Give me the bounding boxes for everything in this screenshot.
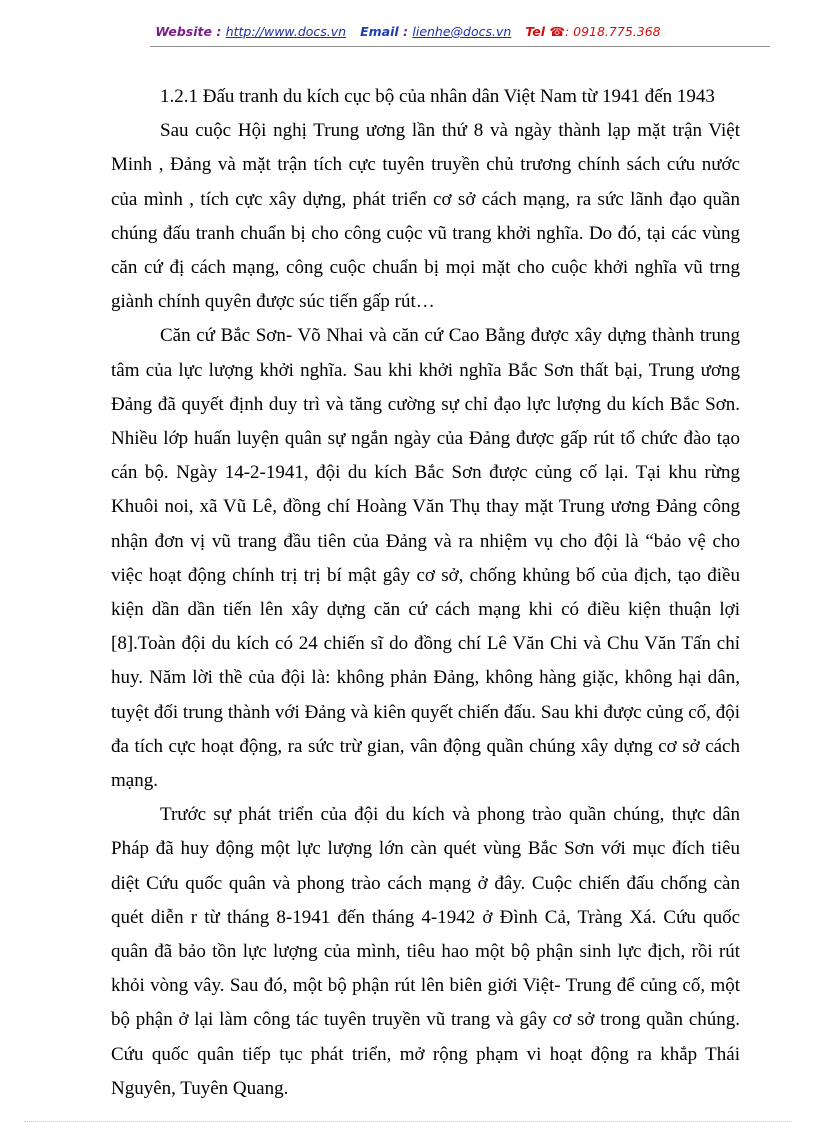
website-label: Website bbox=[155, 24, 212, 39]
phone-icon: ☎ bbox=[549, 24, 565, 39]
footer-divider bbox=[24, 1121, 792, 1122]
document-body bbox=[111, 80, 740, 1106]
section-heading: 1.2.1 Đấu tranh du kích cục bộ của nhân dân Việt Nam từ 1941 đến 1943 bbox=[160, 86, 715, 107]
header-divider bbox=[150, 46, 770, 47]
paragraph: Trước sự phát triển của đội du kích và phong trào quần chúng, thực dân Pháp đã huy động một lực lượng lớn càn quét vùng Bắc Sơn với mục đích tiêu diệt Cứu quốc quân và phong trào cách mạng ở đây. Cuộc chiến đấu chống càn quét diễn r từ tháng 8-1941 đến tháng 4-1942 ở Đình Cả, Tràng Xá. Cứu quốc quân đã bảo tồn lực lượng của mình, tiêu hao một bộ phận sinh lực địch, rồi rút khỏi vòng vây. Sau đó, một bộ phận rút lên biên giới Việt- Trung để củng cố, một bộ phận ở lại làm công tác tuyên truyền vũ trang và gây cơ sở trong quần chúng. Cứu quốc quân tiếp tục phát triển, mở rộng phạm vi hoạt động ra khắp Thái Nguyên, Tuyên Quang. bbox=[111, 804, 740, 1099]
email-colon: : bbox=[398, 24, 413, 39]
paragraph: Căn cứ Bắc Sơn- Võ Nhai và căn cứ Cao Bằng được xây dựng thành trung tâm của lực lượng khởi nghĩa. Sau khi khởi nghĩa Bắc Sơn thất bại, Trung ương Đảng đã quyết định duy trì và tăng cường sự chỉ đạo lực lượng du kích Bắc Sơn. Nhiều lớp huấn luyện quân sự ngắn ngày của Đảng được gấp rút tổ chức đào tạo cán bộ. Ngày 14-2-1941, đội du kích Bắc Sơn được củng cố lại. Tại khu rừng Khuôi noi, xã Vũ Lê, đồng chí Hoàng Văn Thụ thay mặt Trung ương Đảng công nhận đơn vị vũ trang đầu tiên của Đảng và ra nhiệm vụ cho đội là “bảo vệ cho việc hoạt động chính trị trị bí mật gây cơ sở, chống khủng bố của địch, tạo điều kiện dần dần tiến lên xây dựng căn cứ cách mạng khi có điều kiện thuận lợi [8].Toàn đội du kích có 24 chiến sĩ do đồng chí Lê Văn Chi và Chu Văn Tấn chỉ huy. Năm lời thề của đội là: không phản Đảng, không hàng giặc, không hại dân, tuyệt đối trung thành với Đảng và kiên quyết chiến đấu. Sau khi được củng cố, đội đa tích cực hoạt động, ra sức trừ gian, vân động quần chúng xây dựng cơ sở cách mạng. bbox=[111, 325, 740, 792]
paragraph: Sau cuộc Hội nghị Trung ương lần thứ 8 và ngày thành lạp mặt trận Việt Minh , Đảng và mặt trận tích cực tuyên truyền chủ trương chính sách cứu nước của mình , tích cực xây dựng, phát triển cơ sở cách mạng, ra sức lãnh đạo quần chúng đấu tranh chuẩn bị cho công cuộc vũ trang khởi nghĩa. Do đó, tại các vùng căn cứ đị cách mạng, công cuộc chuẩn bị mọi mặt cho cuộc khởi nghĩa vũ trng giành chính quyên được súc tiến gấp rút… bbox=[111, 120, 740, 313]
tel-label: Tel bbox=[525, 24, 545, 39]
website-link[interactable]: http://www.docs.vn bbox=[225, 24, 347, 39]
email-link[interactable]: lienhe@docs.vn bbox=[412, 24, 512, 39]
email-label: Email bbox=[360, 24, 399, 39]
website-colon: : bbox=[211, 24, 226, 39]
page-header bbox=[0, 24, 816, 39]
phone-number: : 0918.775.368 bbox=[564, 24, 661, 39]
